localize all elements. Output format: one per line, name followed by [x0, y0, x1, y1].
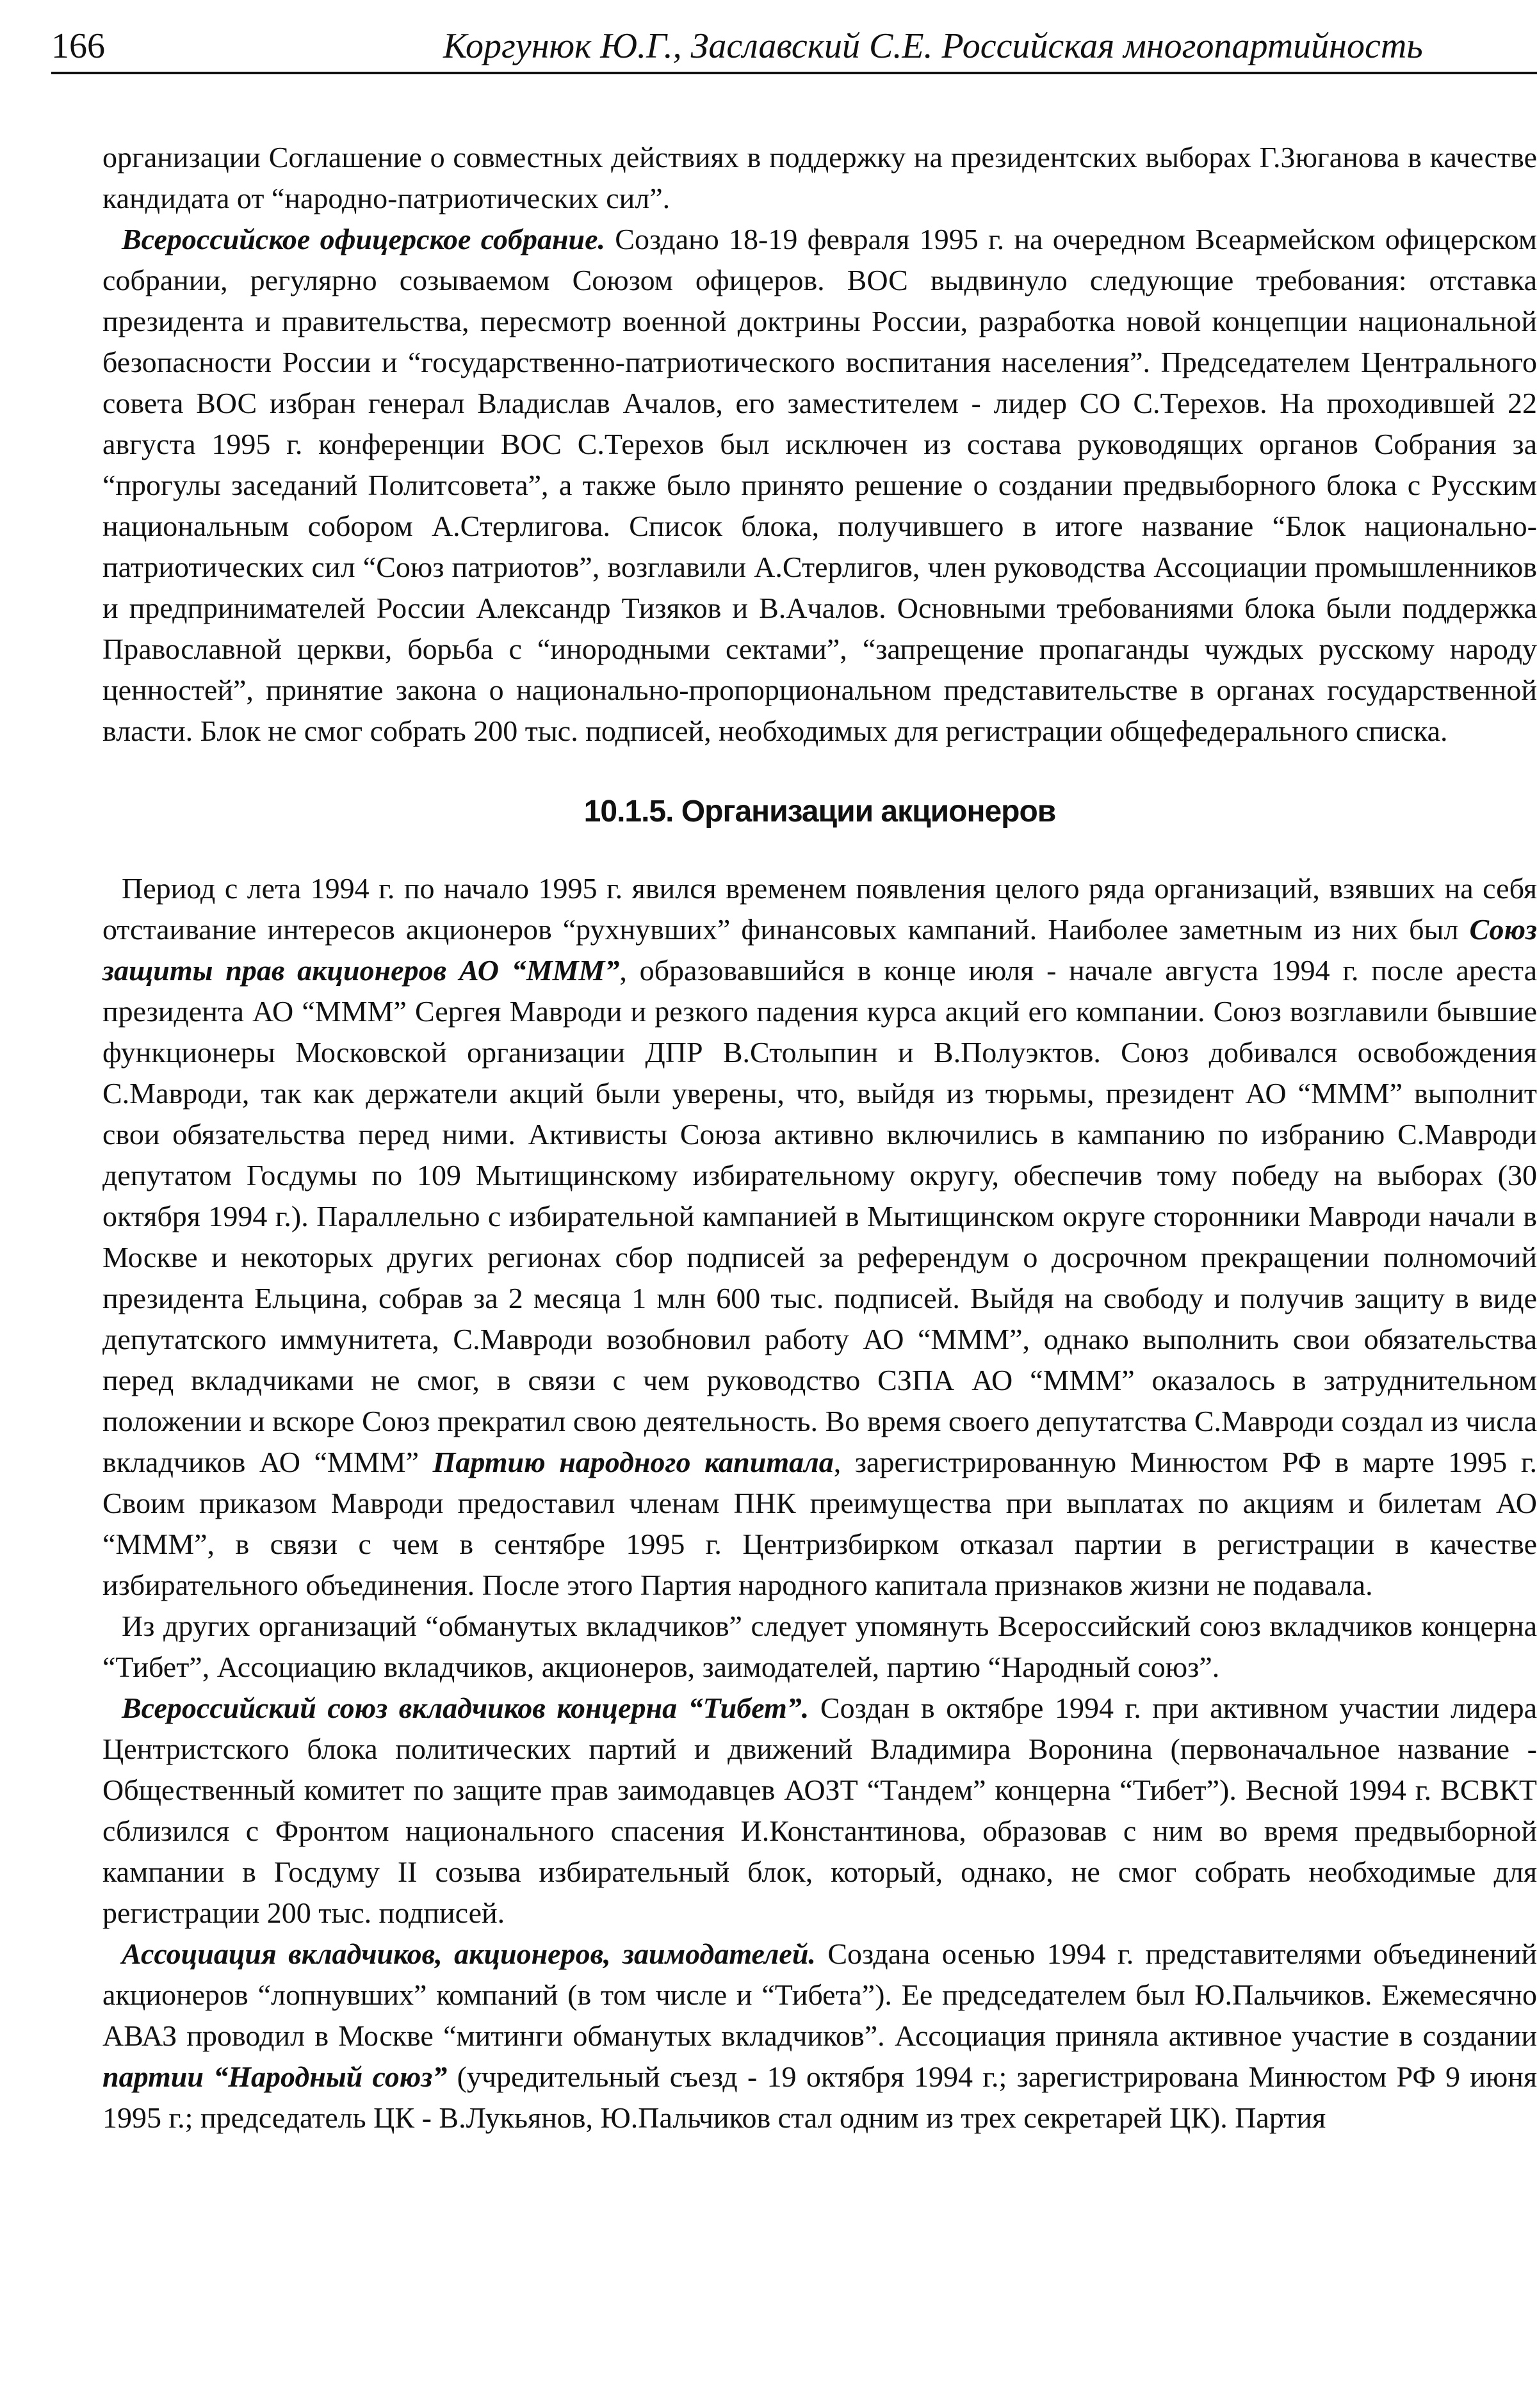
paragraph-text: (учредительный съезд - 19 октября 1994 г.; зарегистрирована Минюстом РФ 9 июня 1995 г.; председатель ЦК - В.Лукьянов, Ю.Пальчиков стал одним из трех секретарей ЦК). Партия: [102, 2060, 1537, 2134]
emphasized-term: Партию народного капитала: [432, 1446, 834, 1478]
run-in-term: Всероссийское офицерское собрание.: [122, 223, 606, 255]
paragraph: [102, 1606, 1537, 1688]
paragraph: [102, 1688, 1537, 1934]
running-title: Коргунюк Ю.Г., Заславский С.Е. Российская многопартийность: [443, 26, 1423, 66]
page-number: 166: [51, 26, 105, 66]
paragraph-text: Создан в октябре 1994 г. при активном участии лидера Центристского блока политических партий и движений Владимира Воронина (первоначальное название - Общественный комитет по защите прав заимодавцев АОЗТ “Тандем” концерна “Тибет”). Весной 1994 г. ВСВКТ сблизился с Фронтом национального спасения И.Константинова, образовав с ним во время предвыборной кампании в Госдуму II созыва избирательный блок, который, однако, не смог собрать необходимые для регистрации 200 тыс. подписей.: [102, 1692, 1537, 1929]
paragraph-text: Создана осенью 1994 г. представителями объединений акционеров “лопнувших” компаний (в том числе и “Тибета”). Ее председателем был Ю.Пальчиков. Ежемесячно АВАЗ проводил в Москве “митинги обманутых вкладчиков”. Ассоциация приняла активное участие в создании: [102, 1937, 1537, 2052]
paragraph: [102, 1934, 1537, 2138]
paragraph-text: , образовавшийся в конце июля - начале августа 1994 г. после ареста президента АО “МММ” Сергея Мавроди и резкого падения курса акций его компании. Союз возглавили бывшие функционеры Московской организации ДПР В.Столыпин и В.Полуэктов. Союз добивался освобождения С.Мавроди, так как держатели акций были уверены, что, выйдя из тюрьмы, президент АО “МММ” выполнит свои обязательства перед ними. Активисты Союза активно включились в кампанию по избранию С.Мавроди депутатом Госдумы по 109 Мытищинскому избирательному округу, обеспечив тому победу на выборах (30 октября 1994 г.). Параллельно с избирательной кампанией в Мытищинском округе сторонники Мавроди начали в Москве и некоторых других регионах сбор подписей за референдум о досрочном прекращении полномочий президента Ельцина, собрав за 2 месяца 1 млн 600 тыс. подписей. Выйдя на свободу и получив защиту в виде депутатского иммунитета, С.Мавроди возобновил работу АО “МММ”, однако выполнить свои обязательства перед вкладчиками не смог, в связи с чем руководство СЗПА АО “МММ” оказалось в затруднительном положении и вскоре Союз прекратил свою деятельность. Во время своего депутатства С.Мавроди создал из числа вкладчиков АО “МММ”: [102, 954, 1537, 1478]
paragraph-text: организации Соглашение о совместных действиях в поддержку на президентских выборах Г.Зюганова в качестве кандидата от “народно-патриотических сил”.: [102, 141, 1537, 214]
run-in-term: Ассоциация вкладчиков, акционеров, заимодателей.: [122, 1937, 816, 1970]
paragraph-text: , зарегистрированную Минюстом РФ в марте 1995 г. Своим приказом Мавроди предоставил членам ПНК преимущества при выплатах по акциям и билетам АО “МММ”, в связи с чем в сентябре 1995 г. Центризбирком отказал партии в регистрации в качестве избирательного объединения. После этого Партия народного капитала признаков жизни не подавала.: [102, 1446, 1537, 1601]
emphasized-term: партии “Народный союз”: [102, 2060, 448, 2093]
paragraph-text: Из других организаций “обманутых вкладчиков” следует упомянуть Всероссийский союз вкладчиков концерна “Тибет”, Ассоциацию вкладчиков, акционеров, заимодателей, партию “Народный союз”.: [102, 1610, 1537, 1683]
emphasized-term: Союз защиты прав акционеров АО “МММ”: [102, 913, 1537, 987]
paragraph: [102, 219, 1537, 752]
body-text: [102, 137, 1537, 2138]
header-rule: [51, 72, 1537, 74]
section-heading: 10.1.5. Организации акционеров: [583, 795, 1056, 828]
paragraph-text: Период с лета 1994 г. по начало 1995 г. явился временем появления целого ряда организаций, взявших на себя отстаивание интересов акционеров “рухнувших” финансовых кампаний. Наиболее заметным из них был: [102, 872, 1537, 946]
paragraph: [102, 868, 1537, 1606]
paragraph-text: Создано 18-19 февраля 1995 г. на очередном Всеармейском офицерском собрании, регулярно созываемом Союзом офицеров. ВОС выдвинуло следующие требования: отставка президента и правительства, пересмотр военной доктрины России, разработка новой концепции национальной безопасности России и “государственно-патриотического воспитания населения”. Председателем Центрального совета ВОС избран генерал Владислав Ачалов, его заместителем - лидер СО С.Терехов. На проходившей 22 августа 1995 г. конференции ВОС С.Терехов был исключен из состава руководящих органов Собрания за “прогулы заседаний Политсовета”, а также было принято решение о создании предвыборного блока с Русским национальным собором А.Стерлигова. Список блока, получившего в итоге название “Блок национально-патриотических сил “Союз патриотов”, возглавили А.Стерлигов, член руководства Ассоциации промышленников и предпринимателей России Александр Тизяков и В.Ачалов. Основными требованиями блока были поддержка Православной церкви, борьба с “инородными сектами”, “запрещение пропаганды чуждых русскому народу ценностей”, принятие закона о национально-пропорциональном представительстве в органах государственной власти. Блок не смог собрать 200 тыс. подписей, необходимых для регистрации общефедерального списка.: [102, 223, 1537, 747]
paragraph: [102, 137, 1537, 219]
running-head: [51, 23, 1537, 74]
run-in-term: Всероссийский союз вкладчиков концерна “Тибет”.: [122, 1692, 809, 1724]
